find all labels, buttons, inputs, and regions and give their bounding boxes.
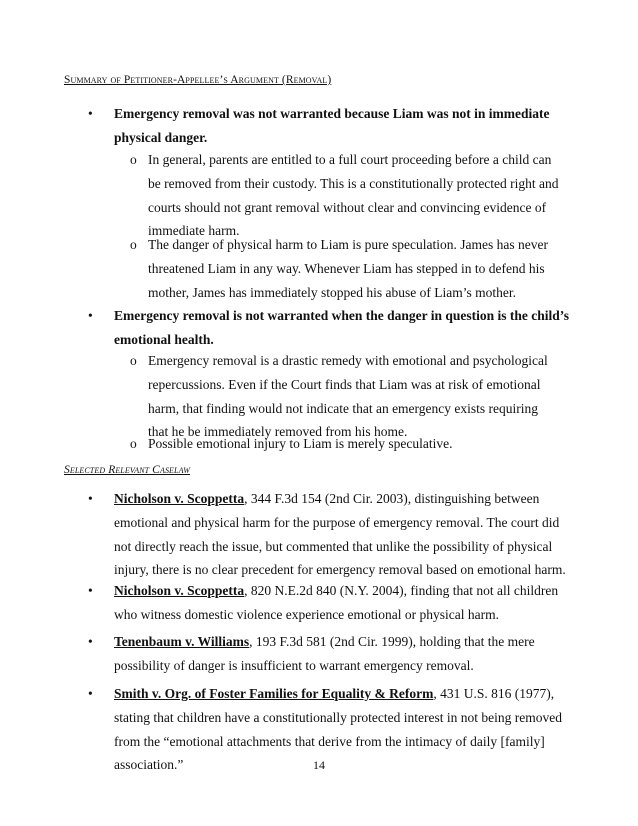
bullet-marker: •	[88, 634, 93, 649]
bullet-marker: •	[88, 491, 93, 506]
page-number: 14	[313, 758, 325, 772]
case-bullet	[88, 630, 578, 678]
argument-title: Emergency removal was not warranted because Liam was not in immediate physical danger.	[114, 106, 550, 145]
bullet-marker: •	[88, 308, 93, 323]
sub-point-text: Emergency removal is a drastic remedy with emotional and psychological repercussions. Even if the Court finds that Liam was at risk of emotional harm, that finding would not indicate that an emergency exists requiring that he be immediately removed from his home.	[148, 353, 548, 440]
argument-sub-point	[130, 233, 560, 304]
argument-sub-point	[130, 432, 560, 456]
case-entry	[114, 487, 578, 582]
case-text: , 344 F.3d 154 (2nd Cir. 2003), distinguishing between emotional and physical harm for the purpose of emergency removal. The court did not directly reach the issue, but commented that unlike the possibility of physical injury, there is no clear precedent for emergency removal based on emotional harm.	[114, 491, 566, 578]
argument-title: Emergency removal is not warranted when the danger in question is the child’s emotional health.	[114, 308, 569, 347]
sub-bullet-marker: o	[130, 152, 137, 167]
bullet-marker: •	[88, 686, 93, 701]
bullet-marker: •	[88, 106, 93, 121]
sub-bullet-marker: o	[130, 353, 137, 368]
sub-point-text: The danger of physical harm to Liam is pure speculation. James has never threatened Liam in any way. Whenever Liam has stepped in to defend his mother, James has immediately stopped his abuse of Liam’s mother.	[148, 237, 548, 300]
section-heading-summary: Summary of Petitioner-Appellee’s Argument (Removal)	[64, 74, 332, 86]
argument-bullet	[88, 304, 578, 352]
argument-sub-point	[130, 349, 560, 444]
sub-bullet-marker: o	[130, 436, 137, 451]
case-text: , 193 F.3d 581 (2nd Cir. 1999), holding that the mere possibility of danger is insufficient to warrant emergency removal.	[114, 634, 535, 673]
sub-point-text: In general, parents are entitled to a full court proceeding before a child can be removed from their custody. This is a constitutionally protected right and courts should not grant removal without clear and convincing evidence of immediate harm.	[148, 152, 559, 239]
sub-bullet-marker: o	[130, 237, 137, 252]
case-bullet	[88, 487, 578, 582]
bullet-marker: •	[88, 583, 93, 598]
case-name: Nicholson v. Scoppetta	[114, 583, 245, 598]
case-bullet	[88, 579, 578, 627]
case-name: Tenenbaum v. Williams	[114, 634, 250, 649]
argument-bullet	[88, 102, 578, 150]
case-name: Smith v. Org. of Foster Families for Equality & Reform	[114, 686, 434, 701]
case-entry	[114, 630, 578, 678]
case-text: , 431 U.S. 816 (1977), stating that children have a constitutionally protected interest in not being removed from the “emotional attachments that derive from the intimacy of daily [family] association.”	[114, 686, 562, 773]
section-heading-caselaw: Selected Relevant Caselaw	[64, 464, 191, 476]
case-name: Nicholson v. Scoppetta	[114, 491, 245, 506]
sub-point-text: Possible emotional injury to Liam is merely speculative.	[148, 436, 453, 451]
case-text: , 820 N.E.2d 840 (N.Y. 2004), finding that not all children who witness domestic violence experience emotional or physical harm.	[114, 583, 559, 622]
case-entry	[114, 579, 578, 627]
argument-sub-point	[130, 148, 560, 243]
